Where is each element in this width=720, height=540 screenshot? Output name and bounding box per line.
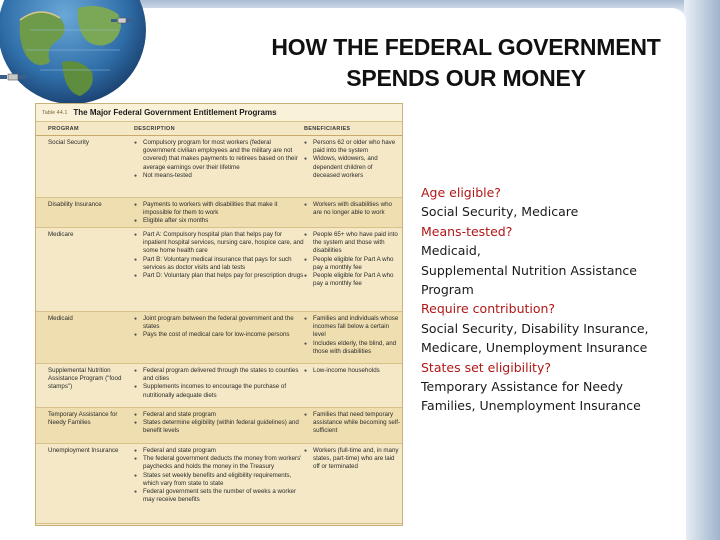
table-row [36, 312, 402, 364]
description-bullet: ● Federal and state program [134, 411, 304, 419]
table-caption [36, 104, 402, 122]
program-description [134, 367, 304, 400]
beneficiary-bullet: ● Low-income households [304, 367, 400, 375]
beneficiary-bullet: ● Families and individuals whose incomes fall below a certain level [304, 315, 400, 340]
program-name: Medicaid [48, 315, 73, 322]
program-description [134, 447, 304, 504]
entitlement-table-image [35, 103, 403, 526]
description-bullet: ● Payments to workers with disabilities that make it impossible for them to work [134, 201, 304, 217]
question-line: Means-tested? [421, 223, 513, 239]
table-header-row [36, 122, 402, 136]
question-line: Require contribution? [421, 301, 556, 317]
program-beneficiaries [304, 139, 400, 180]
table-title: The Major Federal Government Entitlement Programs [73, 108, 277, 117]
program-name: Social Security [48, 139, 89, 146]
program-beneficiaries [304, 447, 400, 472]
table-row [36, 228, 402, 312]
title-line-1: HOW THE FEDERAL GOVERNMENT [271, 34, 661, 60]
answer-line: Supplemental Nutrition Assistance [421, 262, 637, 278]
header-beneficiaries: BENEFICIARIES [304, 126, 351, 132]
header-description: DESCRIPTION [134, 126, 175, 132]
description-bullet: ● Federal government sets the number of weeks a worker may receive benefits [134, 488, 304, 504]
beneficiary-bullet: ● Persons 62 or older who have paid into the system [304, 139, 400, 155]
table-row [36, 198, 402, 228]
description-bullet: ● Part D: Voluntary plan that helps pay for prescription drugs [134, 272, 304, 280]
program-name: Medicare [48, 231, 74, 238]
beneficiary-bullet: ● People eligible for Part A who pay a monthly fee [304, 256, 400, 272]
program-description [134, 201, 304, 226]
beneficiary-bullet: ● Workers with disabilities who are no longer able to work [304, 201, 400, 217]
answer-line: Social Security, Disability Insurance, [421, 320, 649, 336]
program-description [134, 315, 304, 340]
table-number: Table 44.1 [42, 109, 68, 116]
beneficiary-bullet: ● Families that need temporary assistance while becoming self-sufficient [304, 411, 400, 436]
program-beneficiaries [304, 315, 400, 356]
beneficiary-bullet: ● People eligible for Part A who pay a monthly fee [304, 272, 400, 288]
program-name: Temporary Assistance for Needy Families [48, 411, 118, 427]
description-bullet: ● Joint program between the federal government and the states [134, 315, 304, 331]
beneficiary-bullet: ● Widows, widowers, and dependent children of deceased workers [304, 155, 400, 180]
description-bullet: ● Part B: Voluntary medical insurance that pays for such services as doctor visits and lab tests [134, 256, 304, 272]
table-body [36, 136, 402, 524]
beneficiary-bullet: ● People 65+ who have paid into the system and those with disabilities [304, 231, 400, 256]
description-bullet: ● Federal program delivered through the states to counties and cities [134, 367, 304, 383]
program-name: Supplemental Nutrition Assistance Program ("food stamps") [48, 367, 122, 391]
slide-title [226, 32, 706, 94]
description-bullet: ● Pays the cost of medical care for low-income persons [134, 331, 304, 339]
program-description [134, 231, 304, 280]
globe-icon [0, 0, 150, 112]
answer-line: Medicaid, [421, 243, 481, 259]
description-bullet: ● Eligible after six months [134, 217, 304, 225]
program-description [134, 139, 304, 180]
answer-line: Families, Unemployment Insurance [421, 398, 641, 414]
program-name: Unemployment Insurance [48, 447, 119, 454]
title-line-2: SPENDS OUR MONEY [346, 65, 586, 91]
program-beneficiaries [304, 201, 400, 217]
description-bullet: ● Federal and state program [134, 447, 304, 455]
table-row [36, 364, 402, 408]
table-row [36, 408, 402, 444]
table-row [36, 136, 402, 198]
question-line: Age eligible? [421, 185, 501, 200]
description-bullet: ● Compulsory program for most workers (federal government civilian employees and the military are not covered) that makes payments to retirees based on their average earnings over their lifetime [134, 139, 304, 172]
notes-list [421, 183, 711, 416]
beneficiary-bullet: ● Workers (full-time and, in many states, part-time) who are laid off or terminated [304, 447, 400, 472]
description-bullet: ● States set weekly benefits and eligibility requirements, which vary from state to state [134, 472, 304, 488]
program-beneficiaries [304, 367, 400, 375]
question-line: States set eligibility? [421, 359, 551, 375]
program-description [134, 411, 304, 436]
description-bullet: ● Supplements incomes to encourage the purchase of nutritionally adequate diets [134, 383, 304, 399]
answer-line: Social Security, Medicare [421, 204, 579, 220]
description-bullet: ● Part A: Compulsory hospital plan that helps pay for inpatient hospital services, nursing care, hospice care, and some home health care [134, 231, 304, 256]
header-program: PROGRAM [48, 126, 79, 132]
beneficiary-bullet: ● Includes elderly, the blind, and those with disabilities [304, 340, 400, 356]
answer-line: Temporary Assistance for Needy [421, 379, 624, 395]
program-beneficiaries [304, 411, 400, 436]
answer-line: Medicare, Unemployment Insurance [421, 340, 648, 356]
description-bullet: ● Not means-tested [134, 172, 304, 180]
table-row [36, 444, 402, 524]
answer-line: Program [421, 282, 474, 298]
description-bullet: ● The federal government deducts the money from workers' paychecks and holds the money in the Treasury [134, 455, 304, 471]
program-beneficiaries [304, 231, 400, 288]
description-bullet: ● States determine eligibility (within federal guidelines) and benefit levels [134, 419, 304, 435]
program-name: Disability Insurance [48, 201, 102, 208]
